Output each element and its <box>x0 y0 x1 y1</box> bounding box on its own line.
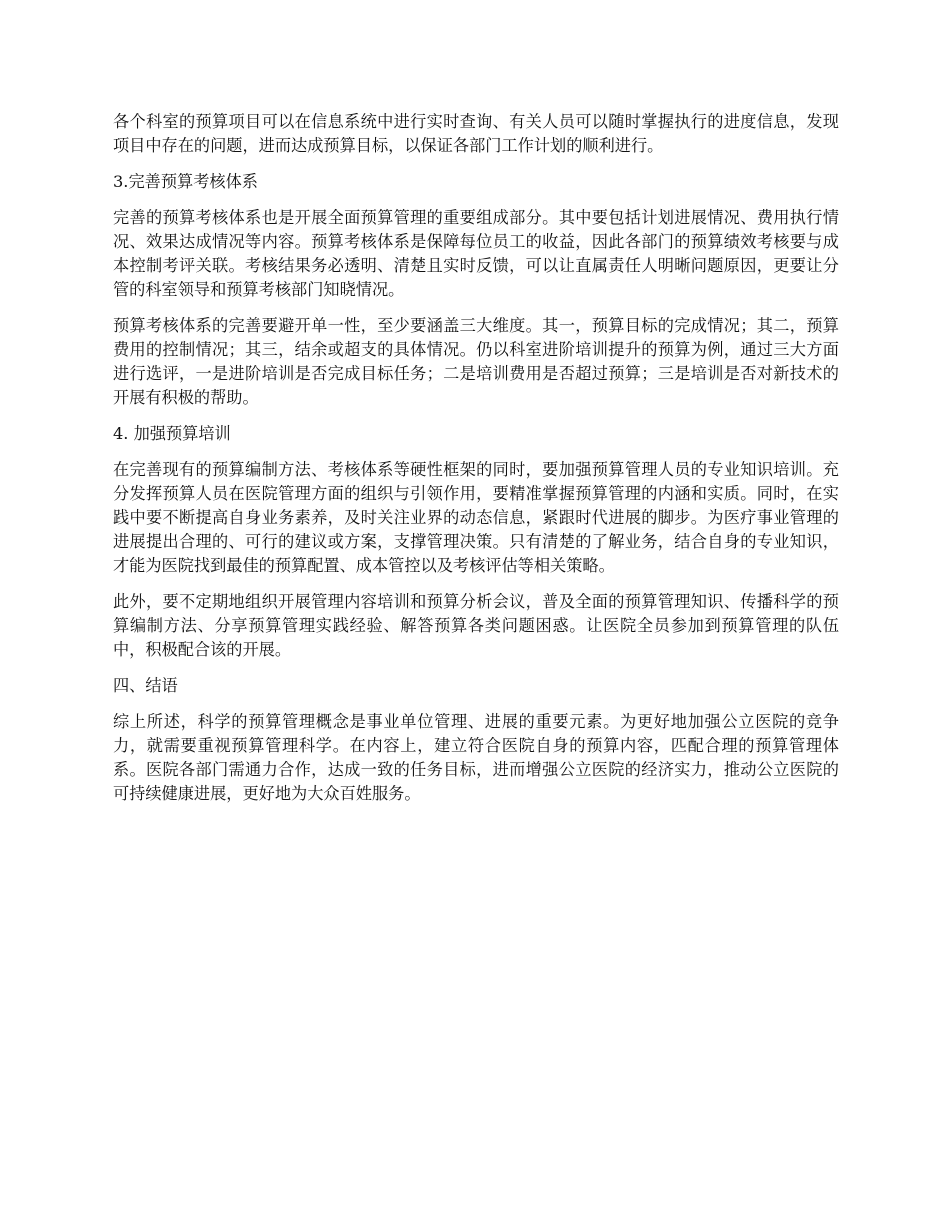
paragraph-three-dimensions: 预算考核体系的完善要避开单一性，至少要涵盖三大维度。其一，预算目标的完成情况；其二，预算费用的控制情况；其三，结余或超支的具体情况。仍以科室进阶培训提升的预算为例，通过三大方面进行选评，一是进阶培训是否完成目标任务；二是培训费用是否超过预算；三是培训是否对新技术的开展有积极的帮助。 <box>113 316 839 407</box>
section-heading-assessment-system: 3.完善预算考核体系 <box>113 172 258 191</box>
paragraph-conclusion: 综上所述，科学的预算管理概念是事业单位管理、进展的重要元素。为更好地加强公立医院的竞争力，就需要重视预算管理科学。在内容上，建立符合医院自身的预算内容，匹配合理的预算管理体系。医院各部门需通力合作，达成一致的任务目标，进而增强公立医院的经济实力，推动公立医院的可持续健康进展，更好地为大众百姓服务。 <box>113 712 839 803</box>
section-heading-budget-training: 4. 加强预算培训 <box>113 424 231 443</box>
paragraph-realtime-query: 各个科室的预算项目可以在信息系统中进行实时查询、有关人员可以随时掌握执行的进度信息，发现项目中存在的问题，进而达成预算目标，以保证各部门工作计划的顺利进行。 <box>113 112 839 155</box>
paragraph-training-meetings: 此外，要不定期地组织开展管理内容培训和预算分析会议，普及全面的预算管理知识、传播科学的预算编制方法、分享预算管理实践经验、解答预算各类问题困惑。让医院全员参加到预算管理的队伍中，积极配合该的开展。 <box>113 592 839 659</box>
paragraph-budget-training: 在完善现有的预算编制方法、考核体系等硬性框架的同时，要加强预算管理人员的专业知识培训。充分发挥预算人员在医院管理方面的组织与引领作用，要精准掌握预算管理的内涵和实质。同时，在实践中要不断提高自身业务素养，及时关注业界的动态信息，紧跟时代进展的脚步。为医疗事业管理的进展提出合理的、可行的建议或方案，支撑管理决策。只有清楚的了解业务，结合自身的专业知识，才能为医院找到最佳的预算配置、成本管控以及考核评估等相关策略。 <box>113 460 839 575</box>
document-page <box>113 110 839 818</box>
paragraph-assessment-system: 完善的预算考核体系也是开展全面预算管理的重要组成部分。其中要包括计划进展情况、费用执行情况、效果达成情况等内容。预算考核体系是保障每位员工的收益，因此各部门的预算绩效考核要与成本控制考评关联。考核结果务必透明、清楚且实时反馈，可以让直属责任人明晰问题原因，更要让分管的科室领导和预算考核部门知晓情况。 <box>113 208 839 299</box>
section-heading-conclusion: 四、结语 <box>113 676 178 695</box>
